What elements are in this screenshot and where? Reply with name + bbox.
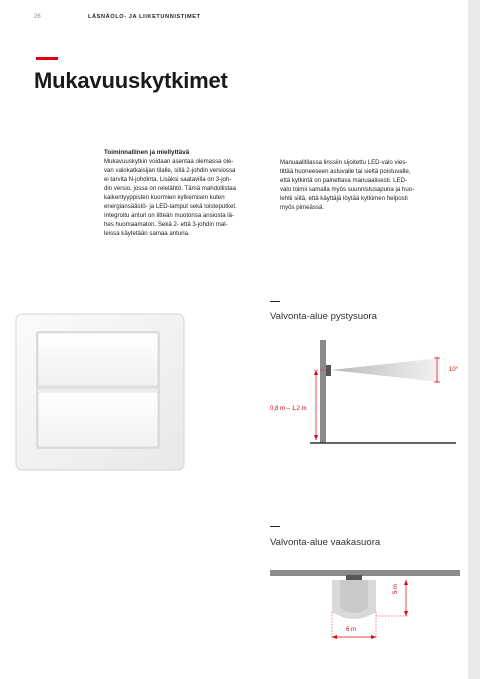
text-line: valo toimii samalla myös suunnistusapuna ja huo- <box>280 186 415 193</box>
width-label: 6 m <box>346 627 357 633</box>
intro-heading: Toiminnallinen ja miellyttävä <box>104 149 190 156</box>
text-line: van valokatkaisijan tilalle, sillä 2-johdin versiossa <box>104 167 236 174</box>
intro-right-text <box>280 158 450 212</box>
text-line: Manuaalitilassa linssiin sijoitettu LED-valo vies- <box>280 159 408 166</box>
angle-label: 10° <box>449 367 459 373</box>
text-line: että kytkintä on painettava manuaalisesti. LED- <box>280 177 408 184</box>
text-line: myös pimeässä. <box>280 204 325 211</box>
text-line: lehtii siitä, että käyttäjä löytää kytkimen helposti <box>280 195 408 202</box>
page-edge <box>468 0 480 679</box>
text-line: Integroitu anturi on litteän muotonsa ansiosta lä- <box>104 212 235 219</box>
intro-left-text <box>104 157 274 238</box>
horizontal-coverage-diagram <box>270 568 460 646</box>
height-label: 0,8 m – 1,2 m <box>270 406 307 412</box>
title-accent-bar <box>36 57 58 60</box>
section-dash <box>270 526 280 527</box>
text-line: leissa käytetään samaa anturia. <box>104 230 190 237</box>
text-line: Mukavuuskytkin voidaan asentaa olemassa ole- <box>104 158 234 165</box>
page-number: 26 <box>34 14 41 20</box>
text-line: kaikentyyppisten kuormien kytkemisen kuten <box>104 194 225 201</box>
text-line: tittää huoneeseen astuvalle tai sieltä poistuvalle, <box>280 168 411 175</box>
text-line: energiansäästö- ja LED-lamput sekä loisteputket. <box>104 203 237 210</box>
section-dash <box>270 301 280 302</box>
vertical-diagram-title: Valvonta-alue pystysuora <box>270 311 378 322</box>
depth-label: 5 m <box>393 583 399 594</box>
intro-left-column <box>104 148 274 238</box>
running-header: LÄSNÄOLO- JA LIIKETUNNISTIMET <box>88 14 201 20</box>
text-line: din versio, jossa on relelähtö. Tämä mahdollistaa <box>104 185 236 192</box>
comfort-switch-image <box>14 312 186 472</box>
text-line: ei tarvita N-johdinta. Lisäksi saatavilla on 3-joh- <box>104 176 232 183</box>
intro-right-column <box>280 158 450 212</box>
page-title: Mukavuuskytkimet <box>34 68 228 93</box>
vertical-coverage-diagram <box>262 336 468 450</box>
horizontal-diagram-title: Valvonta-alue vaakasuora <box>270 537 381 548</box>
text-line: hes huomaamaton. Sekä 2- että 3-johdin mal- <box>104 221 228 228</box>
